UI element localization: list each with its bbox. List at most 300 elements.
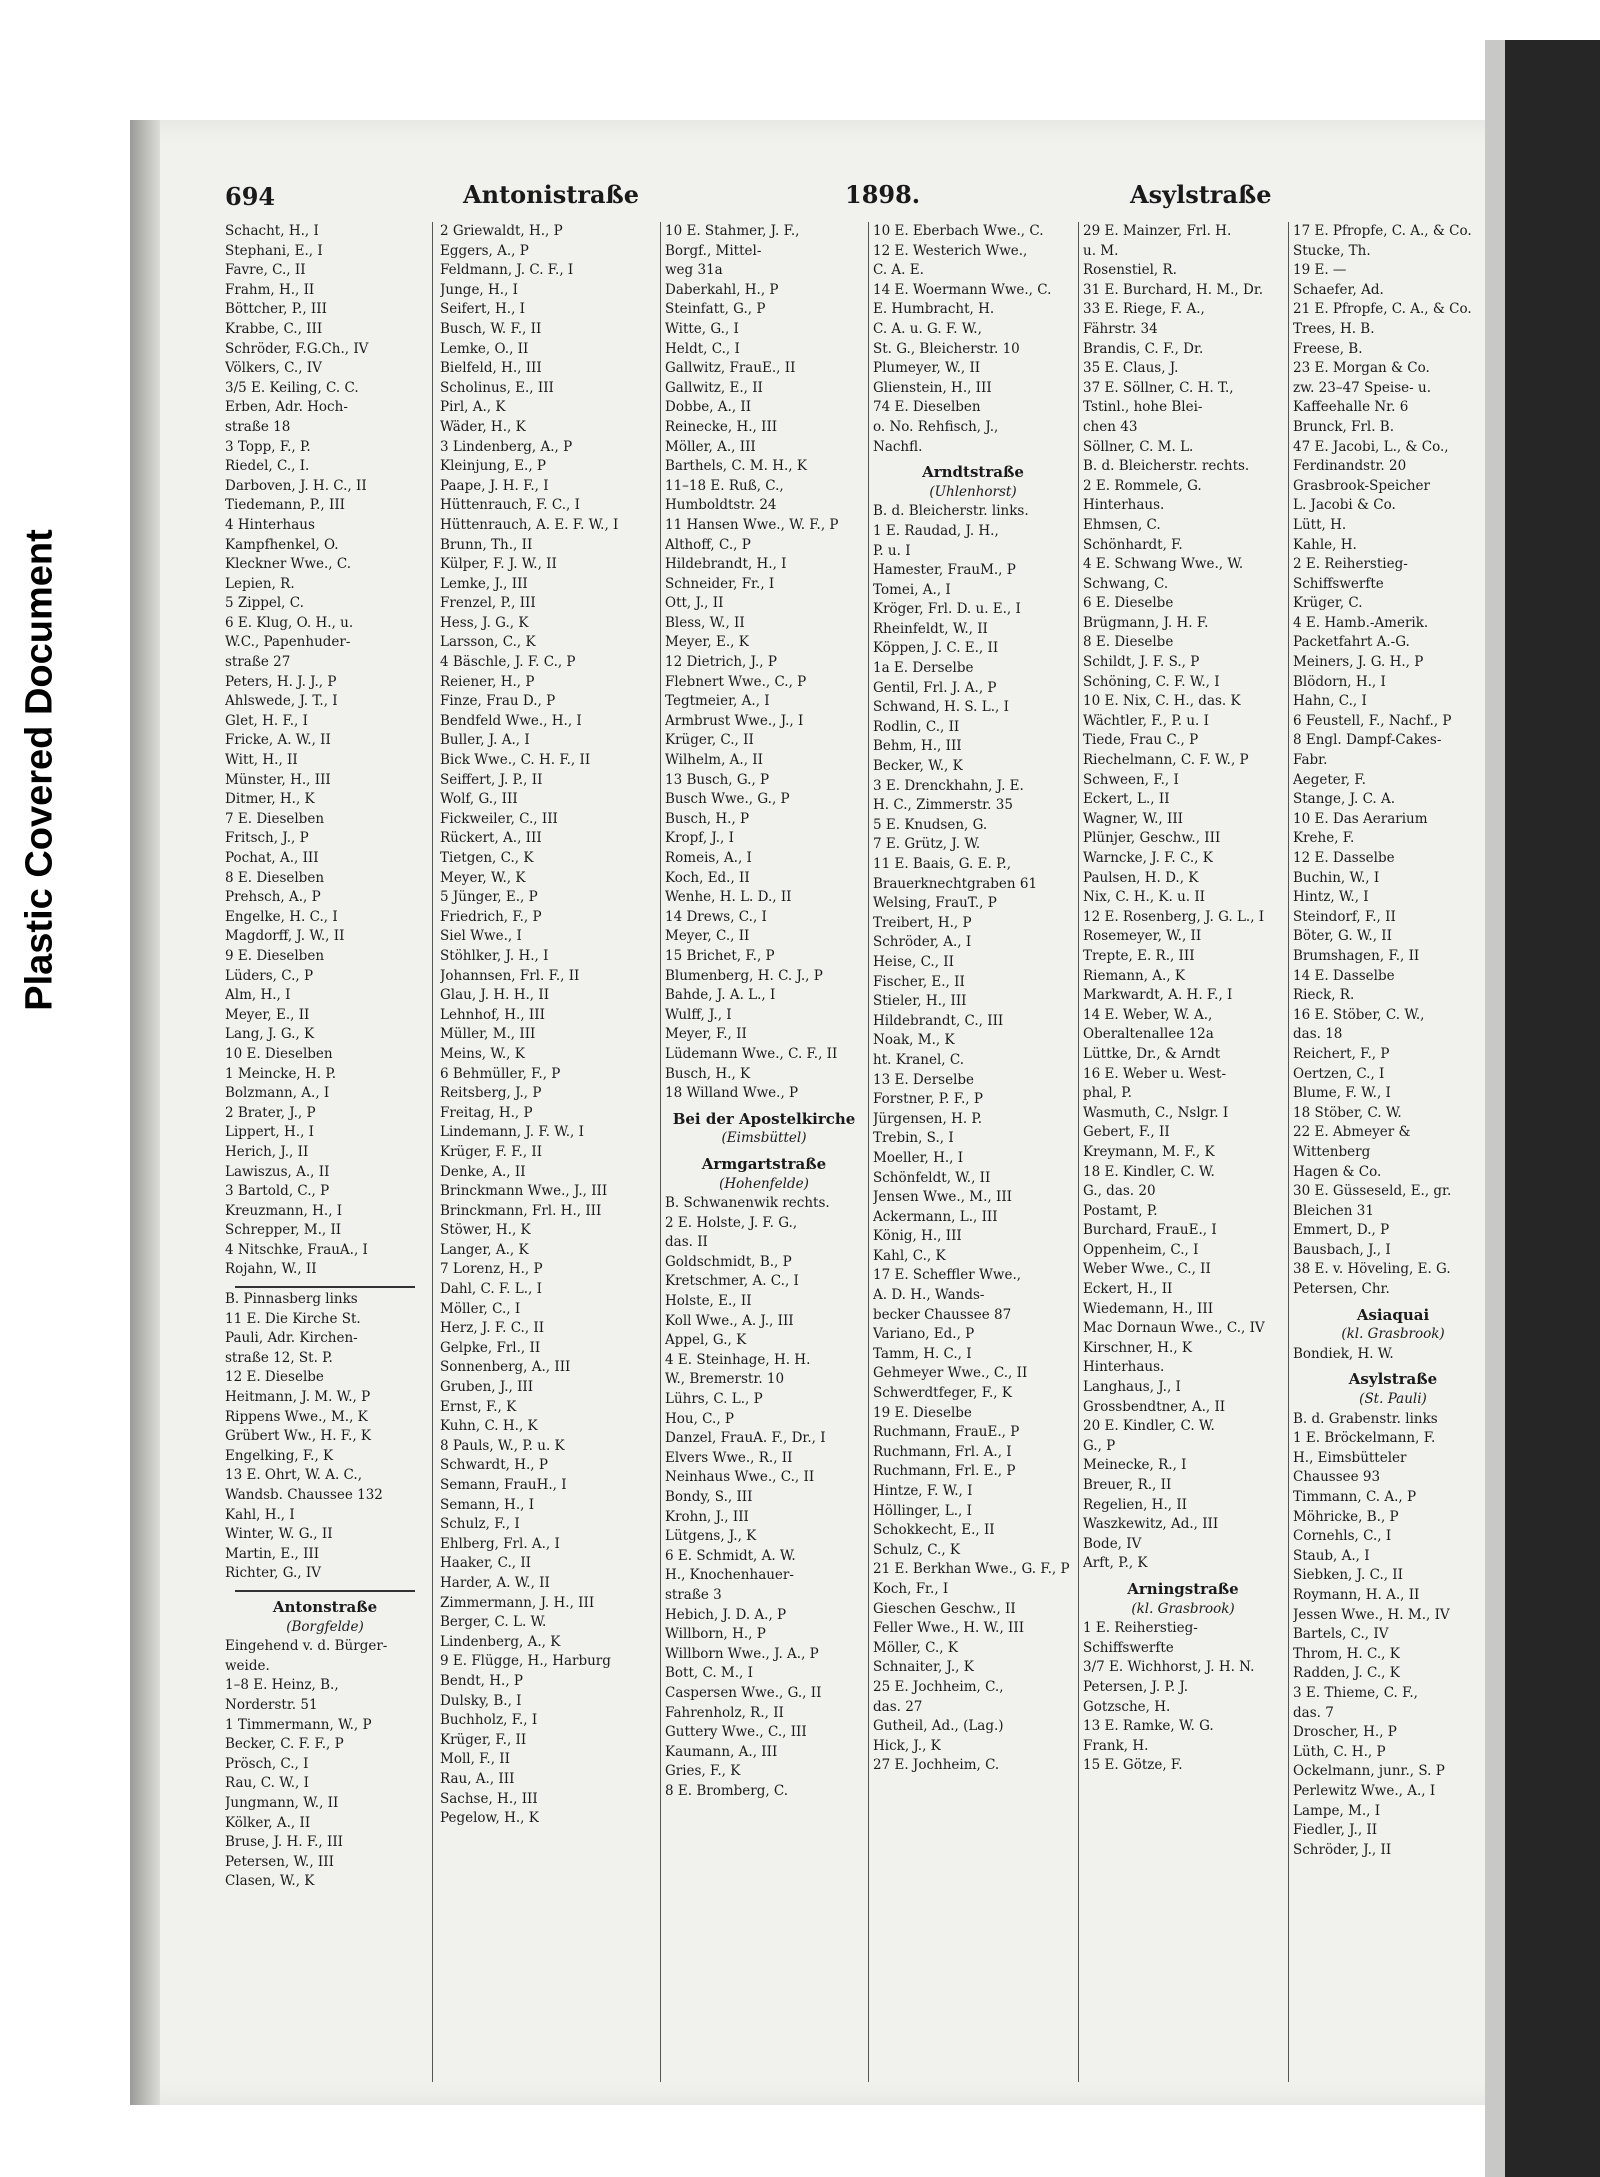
directory-entry: das. II: [665, 1234, 708, 1251]
directory-entry: Schildt, J. F. S., P: [1083, 654, 1200, 671]
directory-entry: Köppen, J. C. E., II: [873, 640, 999, 657]
directory-entry: 17 E. Scheffler Wwe.,: [873, 1267, 1022, 1284]
directory-entry: Bode, IV: [1083, 1535, 1142, 1552]
directory-entry: Meins, W., K: [440, 1045, 525, 1062]
street-heading: Asylstraße: [1348, 1370, 1438, 1389]
directory-entry: Feldmann, J. C. F., I: [440, 262, 574, 279]
directory-entry: Roymann, H. A., II: [1293, 1586, 1420, 1603]
directory-entry: Romeis, A., I: [665, 850, 752, 866]
directory-entry: 29 E. Mainzer, Frl. H.: [1083, 223, 1232, 239]
directory-entry: Peters, H. J. J., P: [225, 673, 337, 690]
directory-entry: 11 E. Die Kirche St.: [225, 1310, 361, 1327]
directory-entry: Meyer, E., K: [665, 634, 749, 651]
directory-entry: Steindorf, F., II: [1293, 908, 1396, 925]
directory-entry: 7 Lorenz, H., P: [440, 1261, 543, 1278]
directory-entry: 30 E. Güsseseld, E., gr.: [1293, 1183, 1452, 1200]
directory-entry: Moll, F., II: [440, 1751, 510, 1768]
directory-entry: 1 E. Bröckelmann, F.: [1293, 1430, 1436, 1447]
directory-entry: Krohn, J., III: [665, 1508, 749, 1525]
directory-entry: Schulz, C., K: [873, 1541, 961, 1558]
directory-entry: Buchholz, F., I: [440, 1712, 538, 1729]
directory-entry: Kampfhenkel, O.: [225, 536, 339, 553]
directory-entry: Koll Wwe., A. J., III: [665, 1312, 794, 1329]
directory-entry: 8 Pauls, W., P. u. K: [440, 1437, 565, 1454]
directory-entry: Wilhelm, A., II: [665, 752, 763, 769]
directory-entry: 25 E. Jochheim, C.,: [873, 1678, 1004, 1695]
directory-entry: Borgf., Mittel-: [665, 242, 762, 259]
directory-entry: Feller Wwe., H. W., III: [873, 1620, 1025, 1637]
directory-entry: Müller, M., III: [440, 1026, 536, 1043]
directory-entry: 2 Griewaldt, H., P: [440, 223, 563, 239]
directory-entry: das. 7: [1293, 1704, 1334, 1721]
directory-entry: ht. Kranel, C.: [873, 1051, 965, 1068]
directory-entry: Möller, C., I: [440, 1300, 521, 1317]
directory-entry: Engelking, F., K: [225, 1447, 334, 1464]
directory-entry: Seifert, H., I: [440, 301, 525, 318]
directory-entry: Kreuzmann, H., I: [225, 1202, 343, 1219]
directory-entry: 15 E. Götze, F.: [1083, 1757, 1183, 1774]
document-type-label: [0, 490, 80, 1050]
directory-entry: Dahl, C. F. L., I: [440, 1281, 542, 1298]
directory-entry: Wiedemann, H., III: [1083, 1300, 1214, 1317]
directory-entry: Jensen Wwe., M., III: [873, 1189, 1012, 1206]
directory-entry: Gallwitz, E., II: [665, 379, 763, 396]
directory-entry: Brunn, Th., II: [440, 536, 533, 553]
directory-entry: Brumshagen, F., II: [1293, 947, 1420, 964]
street-heading: Asiaquai: [1356, 1305, 1430, 1324]
directory-entry: Junge, H., I: [440, 281, 518, 298]
directory-entry: E. Humbracht, H.: [873, 301, 995, 318]
directory-entry: Jungmann, W., II: [225, 1794, 339, 1811]
directory-entry: 18 E. Kindler, C. W.: [1083, 1163, 1215, 1180]
directory-entry: Barthels, C. M. H., K: [665, 458, 807, 475]
directory-entry: 14 E. Dasselbe: [1293, 967, 1395, 984]
directory-entry: weide.: [225, 1657, 270, 1674]
directory-entry: Pochat, A., III: [225, 850, 319, 866]
directory-entry: Seiffert, J. P., II: [440, 771, 543, 788]
directory-entry: Witte, G., I: [665, 320, 739, 337]
directory-entry: Lemke, O., II: [440, 340, 529, 357]
directory-entry: Meinecke, R., I: [1083, 1457, 1187, 1474]
directory-entry: Timmann, C. A., P: [1293, 1489, 1417, 1505]
directory-entry: Busch, W. F., II: [440, 320, 542, 337]
directory-entry: Blödorn, H., I: [1293, 673, 1386, 690]
directory-entry: Fahrenholz, R., II: [665, 1704, 784, 1721]
directory-entry: Hamester, FrauM., P: [873, 562, 1016, 579]
directory-entry: 18 Willand Wwe., P: [665, 1085, 799, 1102]
directory-entry: 21 E. Berkhan Wwe., G. F., P: [873, 1561, 1070, 1578]
directory-entry: Jürgensen, H. P.: [873, 1110, 983, 1127]
directory-entry: 8 Engl. Dampf-Cakes-: [1293, 732, 1442, 749]
directory-entry: Semann, H., I: [440, 1496, 535, 1513]
directory-entry: Plünjer, Geschw., III: [1083, 830, 1221, 847]
directory-entry: Kaumann, A., III: [665, 1743, 778, 1760]
directory-entry: Holste, E., II: [665, 1293, 752, 1310]
directory-entry: Schwerdtfeger, F., K: [873, 1385, 1012, 1402]
directory-entry: Böttcher, P., III: [225, 301, 327, 318]
directory-entry: Gebert, F., II: [1083, 1124, 1170, 1141]
directory-entry: Nachfl.: [873, 438, 923, 455]
directory-entry: Winter, W. G., II: [225, 1526, 333, 1543]
directory-entry: 10 E. Nix, C. H., das. K: [1083, 693, 1241, 710]
directory-entry: Schiffswerfte: [1293, 575, 1384, 592]
directory-entry: Heise, C., II: [873, 953, 954, 970]
directory-entry: Althoff, C., P: [665, 536, 751, 553]
directory-entry: 1a E. Derselbe: [873, 660, 974, 677]
directory-entry: G., P: [1083, 1437, 1116, 1454]
directory-entry: 23 E. Morgan & Co.: [1293, 360, 1430, 377]
directory-entry: Eckert, L., II: [1083, 791, 1170, 808]
directory-entry: 22 E. Abmeyer &: [1293, 1124, 1411, 1141]
directory-entry: Emmert, D., P: [1293, 1222, 1390, 1239]
directory-entry: Behm, H., III: [873, 738, 962, 755]
directory-entry: Aegeter, F.: [1293, 771, 1366, 788]
directory-entry: Brauerknechtgraben 61: [873, 875, 1038, 892]
directory-entry: 6 E. Dieselbe: [1083, 595, 1174, 612]
directory-entry: Freese, B.: [1293, 340, 1363, 357]
directory-entry: Elvers Wwe., R., II: [665, 1449, 793, 1466]
directory-entry: Rosemeyer, W., II: [1083, 928, 1202, 945]
directory-entry: Bartels, C., IV: [1293, 1626, 1389, 1643]
directory-entry: Fricke, A. W., II: [225, 732, 331, 749]
directory-entry: Reichert, F., P: [1293, 1045, 1390, 1062]
district-subheading: (kl. Grasbrook): [1131, 1600, 1235, 1617]
directory-entry: Gieschen Geschw., II: [873, 1600, 1016, 1617]
directory-entry: Tiedemann, P., III: [225, 497, 345, 514]
directory-entry: straße 18: [225, 418, 291, 435]
directory-entry: 1 Timmermann, W., P: [225, 1716, 372, 1733]
directory-entry: 6 Behmüller, F., P: [440, 1065, 561, 1082]
directory-entry: Bielfeld, H., III: [440, 360, 542, 377]
directory-entry: Hess, J. G., K: [440, 614, 529, 631]
directory-entry: Bendt, H., P: [440, 1672, 523, 1689]
directory-entry: 14 E. Weber, W. A.,: [1083, 1006, 1213, 1023]
directory-entry: Brügmann, J. H. F.: [1083, 614, 1209, 631]
directory-entry: Meyer, C., II: [665, 928, 750, 945]
directory-entry: Hüttenrauch, A. E. F. W., I: [440, 516, 619, 533]
district-subheading: (Uhlenhorst): [929, 483, 1017, 500]
column-divider: [1078, 222, 1079, 2082]
directory-entry: Lawiszus, A., II: [225, 1163, 330, 1180]
directory-entry: 12 Dietrich, J., P: [665, 654, 777, 671]
directory-entry: Denke, A., II: [440, 1163, 526, 1180]
directory-entry: Schönfeldt, W., II: [873, 1169, 991, 1186]
district-subheading: (Borgfelde): [286, 1618, 364, 1635]
directory-entry: Schween, F., I: [1083, 771, 1179, 788]
directory-entry: Lüders, C., P: [225, 967, 314, 984]
directory-entry: P. u. I: [873, 542, 911, 559]
directory-column: [440, 222, 655, 2092]
directory-entry: 11 E. Baais, G. E. P.,: [873, 856, 1012, 872]
street-heading: Antonstraße: [272, 1597, 378, 1616]
directory-entry: Variano, Ed., P: [873, 1326, 975, 1343]
directory-entry: Glau, J. H. H., II: [440, 987, 550, 1004]
directory-entry: Tstinl., hohe Blei-: [1083, 399, 1203, 416]
column-divider: [1288, 222, 1289, 2082]
directory-entry: 27 E. Jochheim, C.: [873, 1757, 1000, 1774]
directory-entry: B. Schwanenwik rechts.: [665, 1195, 830, 1212]
directory-entry: Hildebrandt, C., III: [873, 1012, 1004, 1029]
directory-entry: 12 E. Dieselbe: [225, 1369, 324, 1386]
directory-entry: u. M.: [1083, 242, 1119, 259]
directory-entry: Perlewitz Wwe., A., I: [1293, 1782, 1436, 1799]
directory-entry: o. No. Rehfisch, J.,: [873, 418, 999, 435]
directory-entry: Pirl, A., K: [440, 399, 506, 416]
directory-entry: 19 E. Dieselbe: [873, 1404, 972, 1421]
directory-entry: Becker, C. F. F., P: [225, 1736, 344, 1753]
directory-entry: Glienstein, H., III: [873, 379, 992, 396]
directory-entry: 10 E. Dieselben: [225, 1045, 333, 1062]
directory-entry: Wagner, W., III: [1083, 810, 1184, 827]
directory-entry: Meyer, W., K: [440, 869, 526, 886]
directory-entry: Gallwitz, FrauE., II: [665, 360, 796, 377]
directory-entry: 14 Drews, C., I: [665, 908, 767, 925]
directory-entry: Blumenberg, H. C. J., P: [665, 967, 823, 984]
directory-entry: Ernst, F., K: [440, 1398, 517, 1415]
street-heading: Bei der Apostelkirche: [672, 1109, 856, 1128]
directory-entry: 16 E. Stöber, C. W.,: [1293, 1006, 1425, 1023]
directory-entry: Kölker, A., II: [225, 1814, 311, 1831]
directory-entry: Wulff, J., I: [665, 1006, 732, 1023]
directory-entry: Danzel, FrauA. F., Dr., I: [665, 1430, 826, 1447]
directory-entry: 1 E. Raudad, J. H.,: [873, 522, 999, 539]
directory-entry: Tegtmeier, A., I: [665, 693, 770, 710]
directory-entry: Hebich, J. D. A., P: [665, 1606, 787, 1623]
directory-entry: Pauli, Adr. Kirchen-: [225, 1330, 358, 1347]
directory-entry: Markwardt, A. H. F., I: [1083, 987, 1233, 1004]
directory-entry: Schrepper, M., II: [225, 1222, 342, 1239]
directory-entry: 19 E. —: [1293, 262, 1347, 279]
directory-entry: Hüttenrauch, F. C., I: [440, 497, 580, 514]
directory-entry: Kreymann, M. F., K: [1083, 1143, 1215, 1160]
directory-entry: 2 E. Holste, J. F. G.,: [665, 1214, 798, 1231]
directory-entry: 1 E. Reiherstieg-: [1083, 1620, 1198, 1637]
directory-entry: 16 E. Weber u. West-: [1083, 1065, 1227, 1082]
directory-entry: Berger, C. L. W.: [440, 1614, 547, 1631]
directory-entry: Schwardt, H., P: [440, 1457, 548, 1474]
directory-entry: Darboven, J. H. C., II: [225, 477, 367, 494]
directory-entry: Tomei, A., I: [873, 581, 951, 598]
directory-entry: 13 E. Ramke, W. G.: [1083, 1718, 1214, 1735]
directory-entry: Appel, G., K: [665, 1332, 747, 1349]
directory-entry: Lampe, M., I: [1293, 1802, 1381, 1819]
directory-entry: 3 Topp, F., P.: [225, 438, 311, 455]
directory-entry: becker Chaussee 87: [873, 1306, 1012, 1323]
directory-entry: Daberkahl, H., P: [665, 281, 779, 298]
directory-entry: 14 E. Woermann Wwe., C.: [873, 281, 1052, 298]
directory-entry: Bondiek, H. W.: [1293, 1345, 1394, 1362]
directory-entry: Schneider, Fr., I: [665, 575, 775, 592]
directory-entry: C. A. u. G. F. W.,: [873, 320, 982, 337]
directory-entry: Ruchmann, FrauE., P: [873, 1424, 1020, 1441]
directory-entry: phal, P.: [1083, 1085, 1132, 1102]
directory-entry: Grasbrook-Speicher: [1293, 477, 1430, 494]
directory-entry: Sachse, H., III: [440, 1790, 538, 1807]
directory-entry: Riedel, C., I.: [225, 458, 310, 475]
directory-entry: Trebin, S., I: [873, 1130, 954, 1147]
directory-entry: Ockelmann, junr., S. P: [1293, 1763, 1445, 1780]
directory-entry: 3 Lindenberg, A., P: [440, 438, 573, 455]
directory-entry: 8 E. Bromberg, C.: [665, 1782, 789, 1799]
column-divider: [432, 222, 433, 2082]
directory-entry: Krabbe, C., III: [225, 320, 323, 337]
directory-entry: Kirschner, H., K: [1083, 1339, 1193, 1356]
directory-entry: Bahde, J. A. L., I: [665, 987, 776, 1004]
directory-entry: 13 E. Ohrt, W. A. C.,: [225, 1467, 362, 1484]
directory-entry: Kleinjung, E., P: [440, 458, 547, 475]
directory-entry: Gentil, Frl. J. A., P: [873, 679, 997, 696]
directory-entry: Scholinus, E., III: [440, 379, 554, 396]
directory-entry: Buchin, W., I: [1293, 869, 1380, 886]
directory-entry: Stucke, Th.: [1293, 242, 1371, 259]
directory-entry: 11–18 E. Ruß, C.,: [665, 477, 784, 494]
directory-entry: 8 E. Dieselben: [225, 869, 325, 886]
directory-entry: W.C., Papenhuder-: [225, 634, 351, 651]
directory-entry: Schiffswerfte: [1083, 1639, 1174, 1656]
directory-entry: 4 E. Schwang Wwe., W.: [1083, 556, 1244, 573]
directory-entry: Lüttke, Dr., & Arndt: [1083, 1045, 1221, 1062]
directory-entry: Prösch, C., I: [225, 1755, 309, 1772]
directory-entry: Schwand, H. S. L., I: [873, 699, 1009, 716]
directory-entry: Bleichen 31: [1293, 1202, 1374, 1219]
directory-entry: Willborn, H., P: [665, 1626, 766, 1643]
directory-entry: Busch, H., P: [665, 810, 750, 827]
directory-entry: Krüger, F., II: [440, 1731, 527, 1748]
directory-entry: Riemann, A., K: [1083, 967, 1186, 984]
directory-entry: Külper, F. J. W., II: [440, 556, 557, 573]
scanner-background: [1505, 40, 1600, 2177]
directory-entry: Völkers, C., IV: [225, 360, 322, 377]
directory-entry: Schröder, J., II: [1293, 1841, 1392, 1858]
directory-entry: Brandis, C. F., Dr.: [1083, 340, 1204, 357]
page-header: [225, 178, 1505, 218]
directory-entry: Schokkecht, E., II: [873, 1522, 995, 1539]
directory-entry: 1 Meincke, H. P.: [225, 1065, 337, 1082]
directory-entry: Rückert, A., III: [440, 830, 542, 847]
directory-entry: Cornehls, C., I: [1293, 1528, 1392, 1545]
header-year: 1898.: [845, 180, 921, 209]
directory-entry: Gotzsche, H.: [1083, 1698, 1171, 1715]
directory-entry: Treibert, H., P: [873, 914, 972, 931]
directory-entry: Forstner, P. F., P: [873, 1091, 983, 1108]
directory-entry: Mac Dornaun Wwe., C., IV: [1083, 1320, 1265, 1337]
street-heading: Armgartstraße: [701, 1154, 827, 1173]
column-divider: [868, 222, 869, 2082]
directory-entry: Sonnenberg, A., III: [440, 1359, 571, 1376]
directory-entry: Siebken, J. C., II: [1293, 1567, 1403, 1584]
directory-entry: Martin, E., III: [225, 1545, 320, 1562]
directory-entry: Welsing, FrauT., P: [873, 895, 997, 912]
directory-entry: Dulsky, B., I: [440, 1692, 522, 1709]
directory-entry: Lindenberg, A., K: [440, 1633, 561, 1650]
directory-entry: 6 E. Schmidt, A. W.: [665, 1547, 796, 1564]
directory-entry: Paulsen, H. D., K: [1083, 869, 1199, 886]
directory-entry: Ott, J., II: [665, 595, 724, 612]
directory-entry: Fritsch, J., P: [225, 830, 309, 847]
directory-entry: Fährstr. 34: [1083, 320, 1158, 337]
directory-entry: Meyer, E., II: [225, 1006, 310, 1023]
directory-entry: Lührs, C. L., P: [665, 1391, 763, 1408]
directory-entry: 8 E. Dieselbe: [1083, 634, 1174, 651]
directory-entry: Ahlswede, J. T., I: [225, 693, 338, 710]
directory-entry: B. Pinnasberg links: [225, 1291, 358, 1308]
directory-entry: Langhaus, J., I: [1083, 1379, 1181, 1396]
directory-entry: 6 Feustell, F., Nachf., P: [1293, 712, 1452, 729]
directory-entry: Lepien, R.: [225, 575, 295, 592]
directory-entry: 13 Busch, G., P: [665, 771, 770, 788]
directory-entry: Lang, J. G., K: [225, 1026, 315, 1043]
directory-entry: Lütgens, J., K: [665, 1528, 757, 1545]
directory-entry: Lindemann, J. F. W., I: [440, 1124, 584, 1141]
directory-entry: 3/7 E. Wichhorst, J. H. N.: [1083, 1659, 1255, 1676]
directory-entry: Jessen Wwe., H. M., IV: [1293, 1606, 1450, 1623]
directory-entry: das. 27: [873, 1698, 923, 1715]
directory-entry: 10 E. Eberbach Wwe., C.: [873, 223, 1044, 239]
directory-entry: Kahl, H., I: [225, 1506, 295, 1523]
directory-entry: 10 E. Das Aerarium: [1293, 810, 1428, 827]
directory-entry: 10 E. Stahmer, J. F.,: [665, 223, 800, 239]
directory-entry: Norderstr. 51: [225, 1696, 318, 1713]
directory-entry: W., Bremerstr. 10: [665, 1371, 785, 1388]
directory-entry: Kahle, H.: [1293, 536, 1357, 553]
directory-entry: Bott, C. M., I: [665, 1665, 753, 1682]
directory-entry: Siel Wwe., I: [440, 928, 522, 945]
directory-entry: 4 Hinterhaus: [225, 516, 315, 533]
directory-entry: Stieler, H., III: [873, 993, 967, 1010]
directory-entry: Stöwer, H., K: [440, 1222, 531, 1239]
directory-entry: Lehnhof, H., III: [440, 1006, 545, 1023]
directory-entry: Petersen, J. P. J.: [1083, 1678, 1189, 1695]
directory-column: [1293, 222, 1493, 2092]
directory-entry: Rodlin, C., II: [873, 718, 960, 735]
directory-entry: Eingehend v. d. Bürger-: [225, 1638, 388, 1655]
directory-entry: Rheinfeldt, W., II: [873, 620, 988, 637]
directory-entry: Alm, H., I: [225, 987, 291, 1004]
directory-entry: Hou, C., P: [665, 1410, 734, 1427]
directory-entry: Stange, J. C. A.: [1293, 791, 1396, 808]
directory-entry: Ehlberg, Frl. A., I: [440, 1535, 560, 1552]
directory-entry: Johannsen, Frl. F., II: [440, 967, 580, 984]
directory-entry: Finze, Frau D., P: [440, 693, 556, 710]
district-subheading: (St. Pauli): [1359, 1391, 1427, 1408]
district-subheading: (kl. Grasbrook): [1341, 1326, 1445, 1343]
directory-entry: König, H., III: [873, 1228, 962, 1245]
directory-entry: Haaker, C., II: [440, 1555, 531, 1572]
directory-entry: Riechelmann, C. F. W., P: [1083, 752, 1249, 769]
directory-entry: Radden, J. C., K: [1293, 1665, 1400, 1682]
directory-entry: Schaefer, Ad.: [1293, 281, 1384, 298]
directory-entry: Ackermann, L., III: [873, 1208, 998, 1225]
directory-entry: Lüdemann Wwe., C. F., II: [665, 1045, 838, 1062]
directory-entry: Hahn, C., I: [1293, 693, 1367, 710]
directory-entry: Humboldtstr. 24: [665, 497, 777, 514]
directory-entry: Bendfeld Wwe., H., I: [440, 712, 582, 729]
directory-entry: Heldt, C., I: [665, 340, 740, 357]
directory-entry: Brinckmann Wwe., J., III: [440, 1183, 608, 1200]
directory-entry: Friedrich, F., P: [440, 908, 542, 925]
directory-entry: Droscher, H., P: [1293, 1724, 1397, 1741]
directory-entry: Becker, W., K: [873, 758, 963, 775]
directory-entry: Bondy, S., III: [665, 1489, 753, 1505]
directory-entry: 7 E. Dieselben: [225, 810, 325, 827]
directory-entry: 5 Jünger, E., P: [440, 889, 538, 906]
directory-entry: Eckert, H., II: [1083, 1281, 1173, 1298]
directory-entry: 5 E. Knudsen, G.: [873, 816, 988, 833]
directory-entry: Bick Wwe., C. H. F., II: [440, 752, 591, 769]
directory-entry: Neinhaus Wwe., C., II: [665, 1469, 815, 1486]
directory-entry: Rojahn, W., II: [225, 1261, 317, 1278]
directory-entry: Meiners, J. G. H., P: [1293, 654, 1424, 671]
